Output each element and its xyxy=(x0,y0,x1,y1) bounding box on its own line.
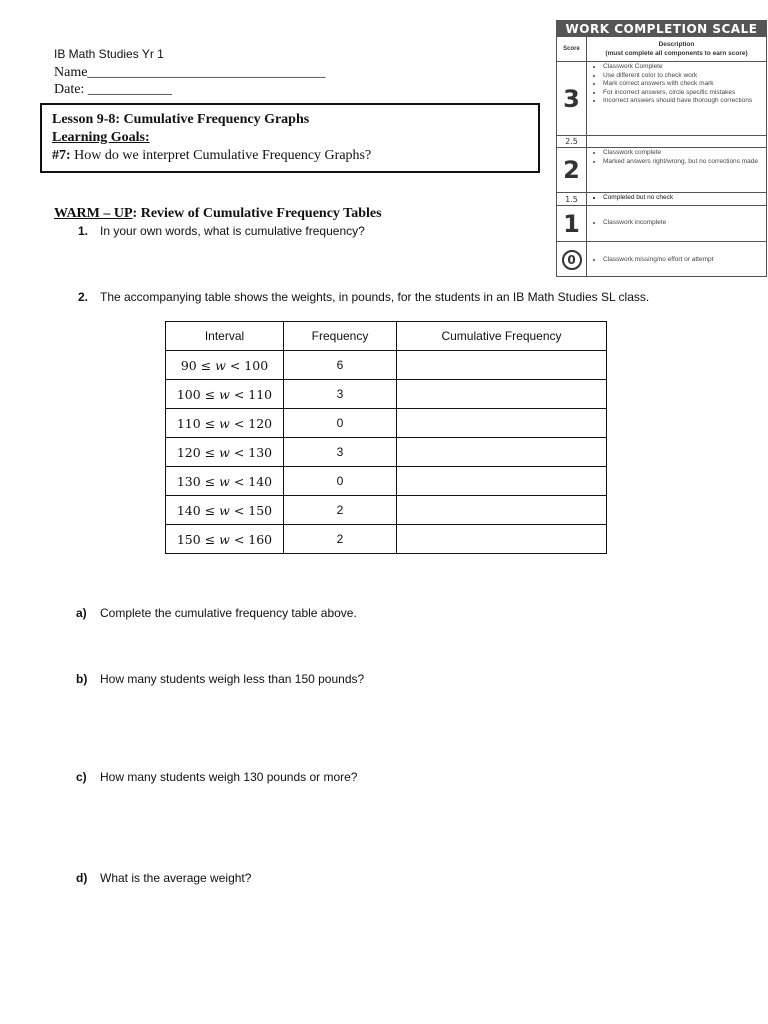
question-number: 1. xyxy=(78,224,89,238)
interval-lower: 150 xyxy=(176,531,201,547)
question-text: Complete the cumulative frequency table above. xyxy=(100,606,357,620)
interval-lower: 130 xyxy=(176,473,201,489)
cumulative-frequency-cell[interactable] xyxy=(397,438,607,467)
frequency-table xyxy=(165,321,607,554)
question-text: In your own words, what is cumulative frequency? xyxy=(100,224,365,238)
cumulative-frequency-header: Cumulative Frequency xyxy=(397,322,607,351)
question-number: 2. xyxy=(78,290,89,304)
question-text: The accompanying table shows the weights, in pounds, for the students in an IB Math Studies SL class. xyxy=(100,290,650,304)
table-header-row xyxy=(166,322,607,351)
frequency-cell: 0 xyxy=(284,409,397,438)
course-name: IB Math Studies Yr 1 xyxy=(54,47,164,61)
interval-cell: 100 ≤ w < 110 xyxy=(166,380,284,409)
scale-item: • For incorrect answers, circle specific mistakes xyxy=(603,89,764,98)
interval-lower: 110 xyxy=(176,415,201,431)
question-2 xyxy=(78,290,649,304)
table-row xyxy=(166,380,607,409)
question-d xyxy=(76,871,251,885)
table-row xyxy=(166,525,607,554)
interval-cell: 90 ≤ w < 100 xyxy=(166,351,284,380)
scale-item: • Use different color to check work xyxy=(603,72,764,81)
scale-title: WORK COMPLETION SCALE xyxy=(557,21,766,37)
frequency-cell: 0 xyxy=(284,467,397,496)
interval-upper: 140 xyxy=(248,473,273,489)
warmup-heading xyxy=(54,206,382,222)
interval-upper: 100 xyxy=(244,357,269,373)
lesson-title: Lesson 9-8: Cumulative Frequency Graphs xyxy=(52,112,310,127)
score-value: 1 xyxy=(557,206,587,241)
cumulative-frequency-cell[interactable] xyxy=(397,525,607,554)
question-b xyxy=(76,672,364,686)
scale-header xyxy=(557,37,766,62)
interval-header: Interval xyxy=(166,322,284,351)
cumulative-frequency-cell[interactable] xyxy=(397,496,607,525)
score-header: Score xyxy=(557,37,587,61)
name-field-line: Name__________________________________ xyxy=(54,65,326,80)
interval-cell: 150 ≤ w < 160 xyxy=(166,525,284,554)
scale-row-0 xyxy=(557,242,766,277)
score-value: 2 xyxy=(557,148,587,192)
interval-lower: 140 xyxy=(176,502,201,518)
scale-item: • Classwork incomplete xyxy=(603,219,666,228)
work-completion-scale xyxy=(556,20,767,277)
score-value: 0 xyxy=(562,250,582,270)
warmup-label: WARM – UP xyxy=(54,206,133,221)
frequency-cell: 3 xyxy=(284,380,397,409)
scale-row-2 xyxy=(557,148,766,193)
frequency-cell: 6 xyxy=(284,351,397,380)
interval-lower: 100 xyxy=(176,386,201,402)
interval-cell: 130 ≤ w < 140 xyxy=(166,467,284,496)
frequency-cell: 2 xyxy=(284,525,397,554)
question-text: What is the average weight? xyxy=(100,871,252,885)
interval-cell: 110 ≤ w < 120 xyxy=(166,409,284,438)
cumulative-frequency-cell[interactable] xyxy=(397,409,607,438)
cumulative-frequency-cell[interactable] xyxy=(397,467,607,496)
score-value: 1.5 xyxy=(557,193,587,205)
cumulative-frequency-cell[interactable] xyxy=(397,351,607,380)
interval-cell: 140 ≤ w < 150 xyxy=(166,496,284,525)
score-cell xyxy=(557,242,587,277)
frequency-cell: 2 xyxy=(284,496,397,525)
warmup-title: : Review of Cumulative Frequency Tables xyxy=(132,206,382,221)
interval-upper: 160 xyxy=(248,531,273,547)
description-title: Description xyxy=(658,41,695,48)
scale-item: • Mark correct answers with check mark xyxy=(603,80,764,89)
cumulative-frequency-cell[interactable] xyxy=(397,380,607,409)
interval-cell: 120 ≤ w < 130 xyxy=(166,438,284,467)
scale-item: • Classwork missing/no effort or attempt xyxy=(603,256,713,265)
goal-text: How do we interpret Cumulative Frequency Graphs? xyxy=(70,148,372,163)
interval-upper: 150 xyxy=(248,502,273,518)
table-row xyxy=(166,496,607,525)
question-text: How many students weigh 130 pounds or more? xyxy=(100,770,358,784)
table-row xyxy=(166,409,607,438)
question-label: c) xyxy=(76,770,87,784)
scale-row-1-5 xyxy=(557,193,766,206)
interval-lower: 90 xyxy=(180,357,197,373)
frequency-cell: 3 xyxy=(284,438,397,467)
question-a xyxy=(76,606,357,620)
table-row xyxy=(166,351,607,380)
scale-row-1 xyxy=(557,206,766,242)
interval-upper: 130 xyxy=(248,444,273,460)
scale-item: • Classwork complete xyxy=(603,149,764,158)
interval-upper: 110 xyxy=(248,386,273,402)
question-1 xyxy=(78,224,365,238)
learning-goals-label: Learning Goals: xyxy=(52,130,150,145)
score-value: 3 xyxy=(557,62,587,135)
interval-lower: 120 xyxy=(176,444,201,460)
frequency-header: Frequency xyxy=(284,322,397,351)
question-label: a) xyxy=(76,606,87,620)
scale-row-2-5 xyxy=(557,136,766,148)
question-text: How many students weigh less than 150 pounds? xyxy=(100,672,365,686)
question-c xyxy=(76,770,357,784)
table-row xyxy=(166,467,607,496)
question-label: d) xyxy=(76,871,88,885)
score-value: 2.5 xyxy=(557,136,587,147)
date-field-line: Date: ____________ xyxy=(54,82,172,97)
question-label: b) xyxy=(76,672,88,686)
interval-upper: 120 xyxy=(248,415,273,431)
table-row xyxy=(166,438,607,467)
description-subtitle: (must complete all components to earn score) xyxy=(605,50,748,57)
scale-item: • Classwork Complete xyxy=(603,63,764,72)
scale-item: • Marked answers right/wrong, but no corrections made xyxy=(603,158,764,167)
goal-number: #7: xyxy=(52,148,71,163)
learning-goal xyxy=(52,147,528,165)
lesson-box xyxy=(40,103,540,173)
scale-item: • Incorrect answers should have thorough corrections xyxy=(603,97,764,106)
description-header xyxy=(587,37,766,61)
scale-row-3 xyxy=(557,62,766,136)
scale-item: • Completed but no check xyxy=(603,194,764,203)
